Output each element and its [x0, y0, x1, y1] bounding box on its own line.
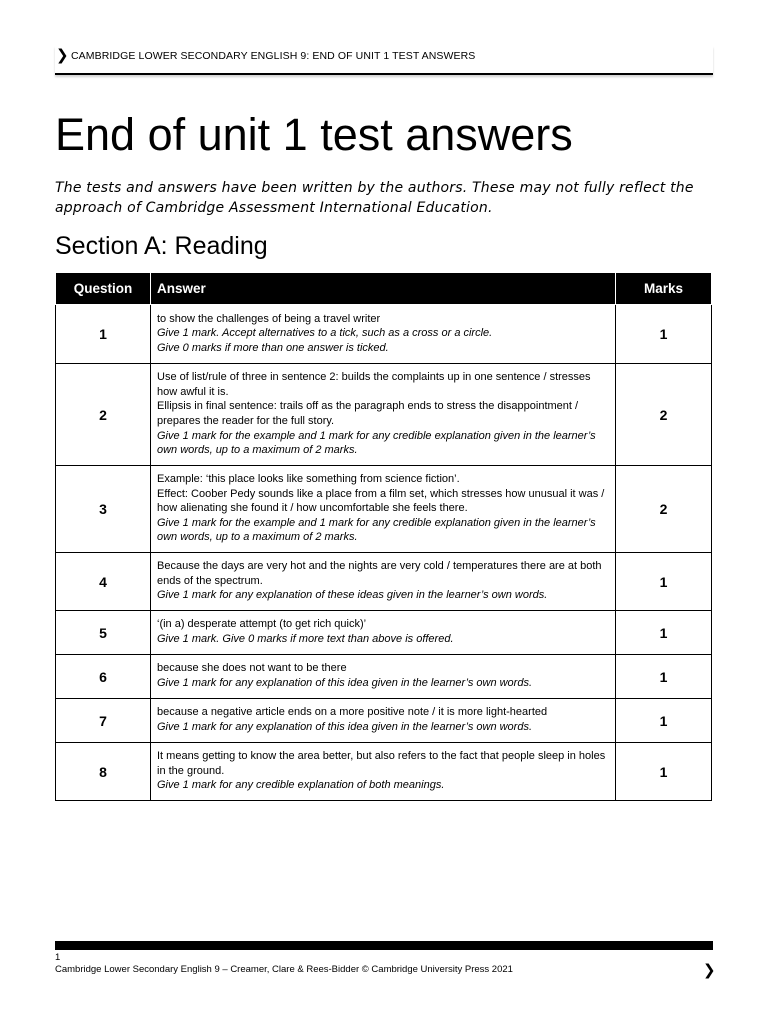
header-answer: Answer: [151, 273, 616, 305]
question-number: 6: [56, 655, 151, 699]
intro-note: The tests and answers have been written by the authors. These may not fully reflect the approach of Cambridge Assessment International Education.: [55, 180, 694, 216]
marking-guidance: Give 1 mark for the example and 1 mark for any credible explanation given in the learner’s own words, up to a maximum of 2 marks.: [157, 516, 596, 544]
table-row: [56, 364, 712, 466]
header-question: Question: [56, 273, 151, 305]
marks-value: 2: [616, 466, 712, 553]
table-row: [56, 553, 712, 611]
answer-cell: [151, 699, 616, 743]
table-header-row: [56, 273, 712, 305]
answers-table: [55, 272, 712, 801]
chevron-right-icon: ❯: [703, 961, 716, 979]
table-row: [56, 611, 712, 655]
table-row: [56, 466, 712, 553]
answer-text: ‘(in a) desperate attempt (to get rich quick)’: [157, 618, 367, 631]
header-marks: Marks: [616, 273, 712, 305]
answer-text: Use of list/rule of three in sentence 2: builds the complaints up in one sentence / stresses how awful it is.: [157, 371, 591, 398]
question-number: 7: [56, 699, 151, 743]
answer-text: because she does not want to be there: [157, 662, 347, 675]
marking-guidance: Give 1 mark for any explanation of this idea given in the learner’s own words.: [157, 677, 533, 689]
answer-text: Example: ‘this place looks like something from science fiction’.: [157, 473, 460, 486]
answer-cell: [151, 611, 616, 655]
page-title: End of unit 1 test answers: [55, 109, 573, 160]
answer-text: Effect: Coober Pedy sounds like a place from a film set, which stresses how unusual it was / how alienating she found it / how uncomfortable she feels there.: [157, 487, 605, 515]
marks-value: 2: [616, 364, 712, 466]
answer-cell: [151, 305, 616, 364]
table-row: [56, 655, 712, 699]
question-number: 1: [56, 305, 151, 364]
footer-bar: [55, 941, 713, 950]
marking-guidance: Give 1 mark. Give 0 marks if more text than above is offered.: [157, 633, 454, 645]
marks-value: 1: [616, 699, 712, 743]
answer-cell: [151, 364, 616, 466]
page-number: 1: [55, 952, 61, 963]
header-text: CAMBRIDGE LOWER SECONDARY ENGLISH 9: END OF UNIT 1 TEST ANSWERS: [71, 50, 476, 62]
marking-guidance: Give 0 marks if more than one answer is ticked.: [157, 341, 389, 354]
marks-value: 1: [616, 611, 712, 655]
marking-guidance: Give 1 mark. Accept alternatives to a tick, such as a cross or a circle.: [157, 327, 493, 340]
marking-guidance: Give 1 mark for any explanation of this idea given in the learner’s own words.: [157, 721, 533, 733]
question-number: 2: [56, 364, 151, 466]
question-number: 8: [56, 743, 151, 801]
marks-value: 1: [616, 655, 712, 699]
answer-text: Ellipsis in final sentence: trails off as the paragraph ends to stress the disappointment / prepares the reader for the full story.: [157, 400, 579, 427]
answer-text: to show the challenges of being a travel writer: [157, 312, 381, 325]
answer-text: Because the days are very hot and the nights are very cold / temperatures there are at both ends of the spectrum.: [157, 560, 602, 587]
marking-guidance: Give 1 mark for any explanation of these ideas given in the learner’s own words.: [157, 589, 548, 602]
chevron-right-icon: ❯: [56, 46, 69, 64]
running-header: [55, 46, 713, 75]
question-number: 5: [56, 611, 151, 655]
marks-value: 1: [616, 553, 712, 611]
table-row: [56, 743, 712, 801]
question-number: 3: [56, 466, 151, 553]
marks-value: 1: [616, 743, 712, 801]
table-row: [56, 699, 712, 743]
answers-body: [56, 305, 712, 801]
marks-value: 1: [616, 305, 712, 364]
answer-text: It means getting to know the area better, but also refers to the fact that people sleep in holes in the ground.: [157, 750, 606, 777]
marking-guidance: Give 1 mark for the example and 1 mark for any credible explanation given in the learner’s own words, up to a maximum of 2 marks.: [157, 429, 596, 457]
footer-copyright: Cambridge Lower Secondary English 9 – Creamer, Clare & Rees-Bidder © Cambridge University Press 2021: [55, 964, 513, 975]
answer-text: because a negative article ends on a more positive note / it is more light-hearted: [157, 706, 548, 719]
section-heading: Section A: Reading: [55, 232, 268, 260]
answer-cell: [151, 655, 616, 699]
marking-guidance: Give 1 mark for any credible explanation of both meanings.: [157, 779, 445, 792]
answer-cell: [151, 743, 616, 801]
question-number: 4: [56, 553, 151, 611]
answer-cell: [151, 553, 616, 611]
answer-cell: [151, 466, 616, 553]
table-row: [56, 305, 712, 364]
